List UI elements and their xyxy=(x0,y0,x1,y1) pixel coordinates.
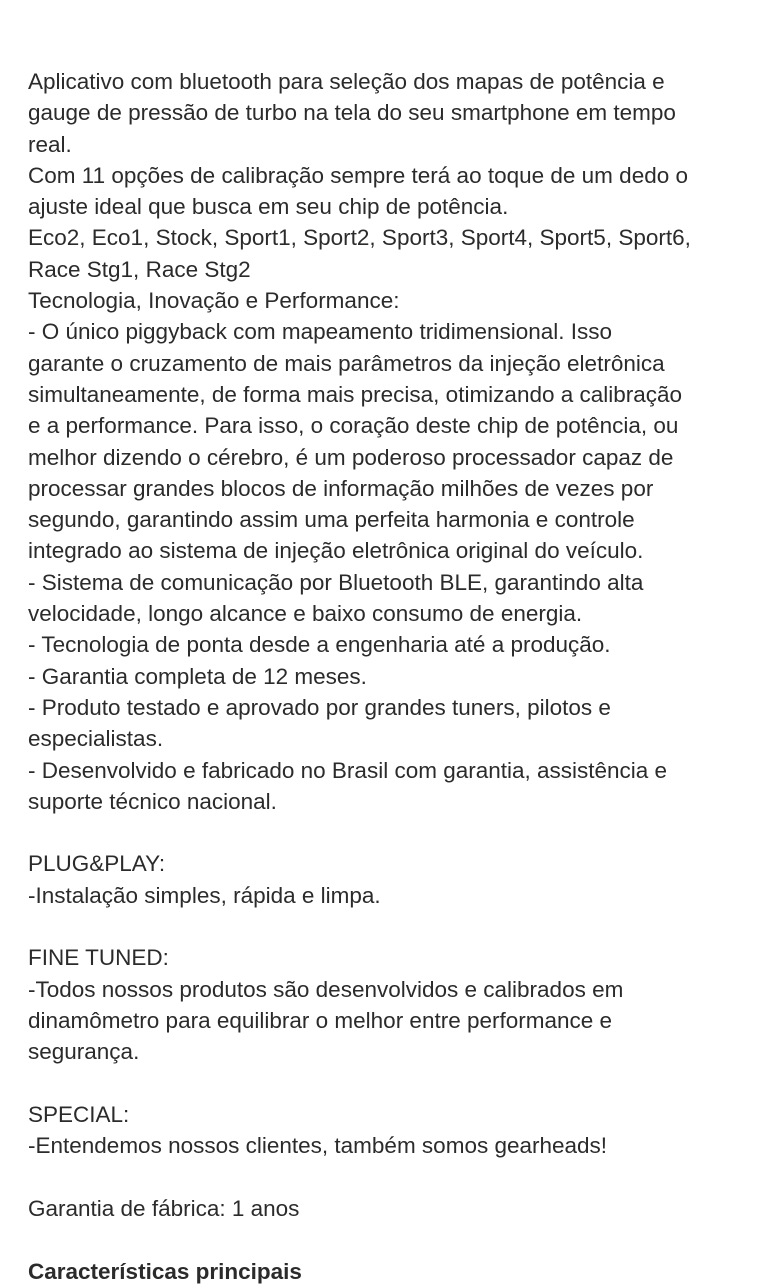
text-line: suporte técnico nacional. xyxy=(28,788,277,814)
section-label: SPECIAL: xyxy=(28,1101,130,1127)
text-line: gauge de pressão de turbo na tela do seu smartphone em tempo xyxy=(28,100,676,126)
section-label: FINE TUNED: xyxy=(28,945,169,971)
text-line: - Garantia completa de 12 meses. xyxy=(28,663,367,689)
paragraph-spacer xyxy=(28,1161,740,1192)
section-heading: Características principais xyxy=(28,1259,302,1284)
special-section xyxy=(28,1099,740,1162)
text-line: -Entendemos nossos clientes, também somos gearheads! xyxy=(28,1133,608,1159)
text-line: simultaneamente, de forma mais precisa, otimizando a calibração xyxy=(28,381,683,407)
paragraph-spacer xyxy=(28,911,740,942)
text-line: melhor dizendo o cérebro, é um poderoso processador capaz de xyxy=(28,444,674,470)
paragraph-spacer xyxy=(28,817,740,848)
text-line: - Desenvolvido e fabricado no Brasil com garantia, assistência e xyxy=(28,757,668,783)
intro-paragraph xyxy=(28,66,740,817)
text-line: Aplicativo com bluetooth para seleção dos mapas de potência e xyxy=(28,69,665,94)
text-line: dinamômetro para equilibrar o melhor entre performance e xyxy=(28,1007,613,1033)
paragraph-spacer xyxy=(28,1068,740,1099)
text-line: -Todos nossos produtos são desenvolvidos e calibrados em xyxy=(28,976,624,1002)
fine-tuned-section xyxy=(28,942,740,1067)
text-line: integrado ao sistema de injeção eletrônica original do veículo. xyxy=(28,538,644,564)
text-line: Eco2, Eco1, Stock, Sport1, Sport2, Sport3, Sport4, Sport5, Sport6, xyxy=(28,225,691,251)
text-line: segundo, garantindo assim uma perfeita harmonia e controle xyxy=(28,507,635,533)
text-line: Com 11 opções de calibração sempre terá ao toque de um dedo o xyxy=(28,162,688,188)
section-label: PLUG&PLAY: xyxy=(28,851,166,877)
text-line: - Produto testado e aprovado por grandes tuners, pilotos e xyxy=(28,694,611,720)
text-line: segurança. xyxy=(28,1039,140,1065)
warranty-text: Garantia de fábrica: 1 anos xyxy=(28,1195,300,1221)
text-line: Tecnologia, Inovação e Performance: xyxy=(28,288,400,314)
text-line: -Instalação simples, rápida e limpa. xyxy=(28,882,381,908)
text-line: - O único piggyback com mapeamento tridimensional. Isso xyxy=(28,319,613,345)
text-line: velocidade, longo alcance e baixo consumo de energia. xyxy=(28,601,583,627)
text-line: Race Stg1, Race Stg2 xyxy=(28,256,251,282)
text-line: real. xyxy=(28,131,72,157)
text-line: garante o cruzamento de mais parâmetros da injeção eletrônica xyxy=(28,350,665,376)
text-line: especialistas. xyxy=(28,726,164,752)
text-line: processar grandes blocos de informação milhões de vezes por xyxy=(28,475,654,501)
text-line: - Sistema de comunicação por Bluetooth BLE, garantindo alta xyxy=(28,569,644,595)
text-line: - Tecnologia de ponta desde a engenharia até a produção. xyxy=(28,632,611,658)
text-line: e a performance. Para isso, o coração deste chip de potência, ou xyxy=(28,413,679,439)
plug-play-section xyxy=(28,848,740,911)
text-line: ajuste ideal que busca em seu chip de potência. xyxy=(28,194,509,220)
product-description xyxy=(28,66,740,1224)
